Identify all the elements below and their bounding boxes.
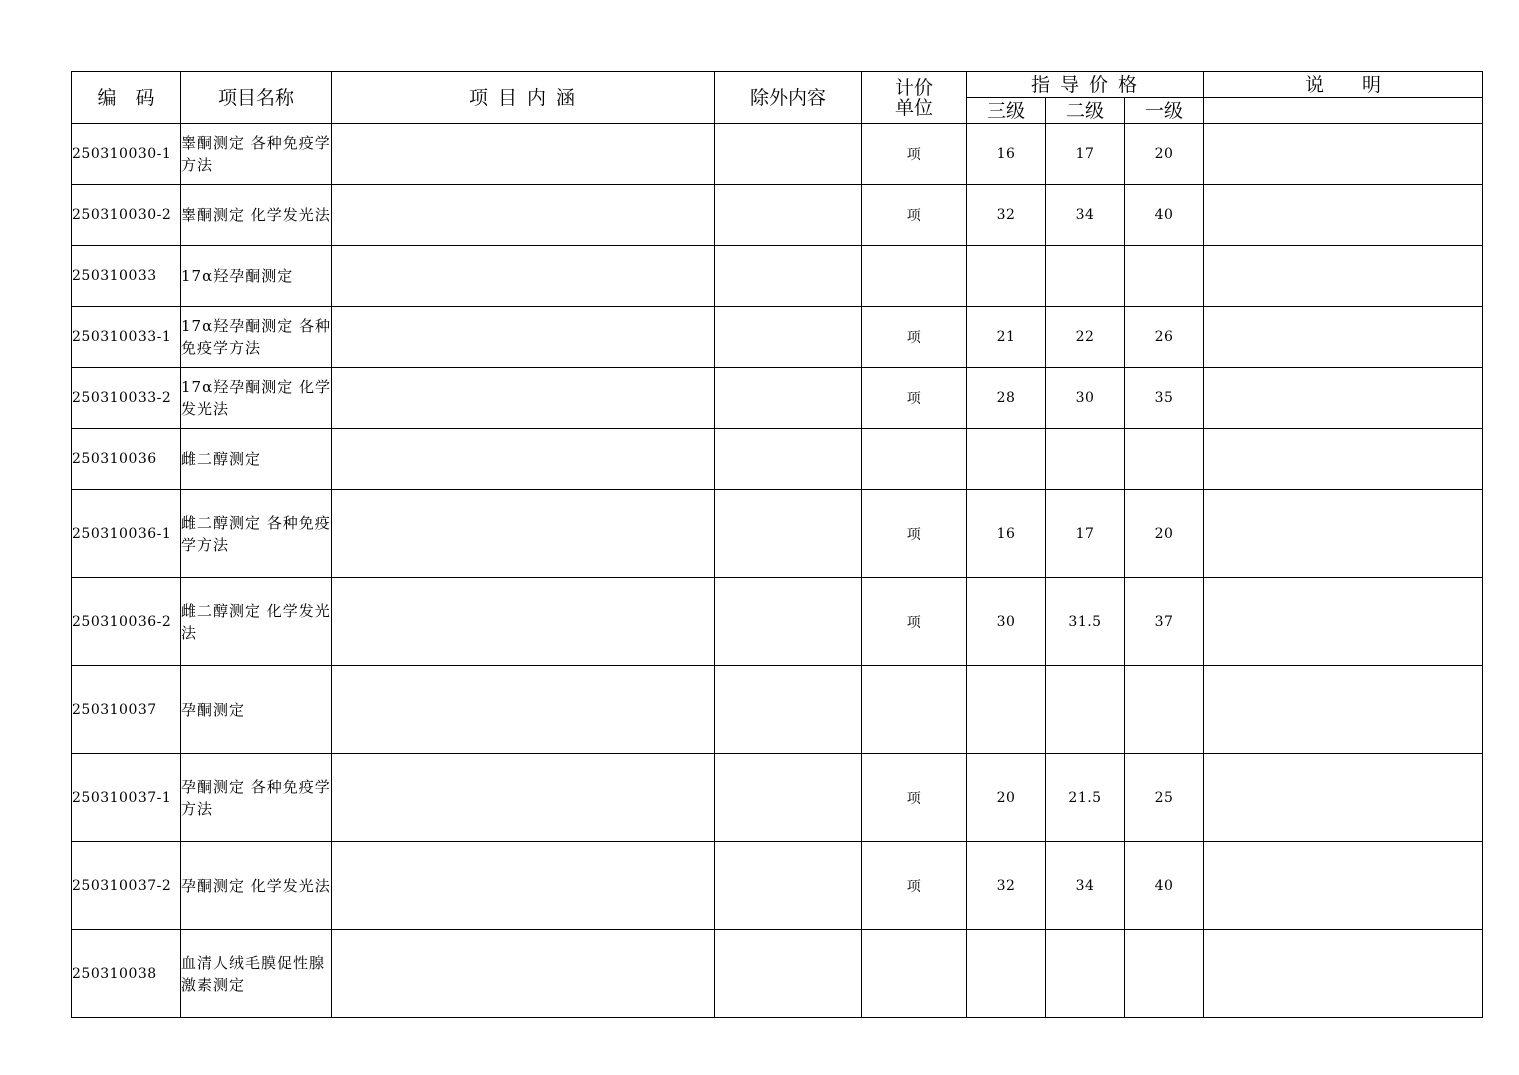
row-unit: 项 — [862, 578, 967, 666]
row-price-level3 — [967, 930, 1046, 1018]
row-note — [1204, 754, 1483, 842]
row-excluded — [715, 842, 862, 930]
table-body — [72, 124, 1483, 1018]
row-price-level2 — [1046, 246, 1125, 307]
row-code: 250310030-2 — [72, 185, 181, 246]
row-unit: 项 — [862, 368, 967, 429]
table-row — [72, 429, 1483, 490]
row-excluded — [715, 368, 862, 429]
row-name: 孕酮测定 各种免疫学方法 — [181, 754, 332, 842]
row-note — [1204, 930, 1483, 1018]
table-row — [72, 842, 1483, 930]
table-row — [72, 124, 1483, 185]
row-content — [332, 246, 715, 307]
row-note — [1204, 490, 1483, 578]
row-code: 250310037-2 — [72, 842, 181, 930]
row-price-level3 — [967, 246, 1046, 307]
row-code: 250310036-2 — [72, 578, 181, 666]
table-row — [72, 490, 1483, 578]
row-unit: 项 — [862, 124, 967, 185]
row-note — [1204, 246, 1483, 307]
row-price-level3: 20 — [967, 754, 1046, 842]
row-name: 雌二醇测定 化学发光法 — [181, 578, 332, 666]
row-content — [332, 666, 715, 754]
row-name: 17α羟孕酮测定 各种免疫学方法 — [181, 307, 332, 368]
row-code: 250310037-1 — [72, 754, 181, 842]
row-code: 250310036-1 — [72, 490, 181, 578]
row-price-level3: 28 — [967, 368, 1046, 429]
row-price-level1: 20 — [1125, 124, 1204, 185]
row-content — [332, 124, 715, 185]
row-excluded — [715, 930, 862, 1018]
row-code: 250310033-1 — [72, 307, 181, 368]
table-row — [72, 578, 1483, 666]
row-price-level1: 35 — [1125, 368, 1204, 429]
table-row — [72, 666, 1483, 754]
table-row — [72, 930, 1483, 1018]
row-code: 250310038 — [72, 930, 181, 1018]
row-content — [332, 754, 715, 842]
header-level3: 三级 — [967, 98, 1046, 124]
row-price-level2: 17 — [1046, 490, 1125, 578]
row-unit: 项 — [862, 307, 967, 368]
header-excluded: 除外内容 — [715, 72, 862, 124]
row-unit — [862, 429, 967, 490]
row-note — [1204, 429, 1483, 490]
row-price-level2: 17 — [1046, 124, 1125, 185]
row-price-level1: 40 — [1125, 842, 1204, 930]
row-price-level3: 32 — [967, 842, 1046, 930]
row-content — [332, 368, 715, 429]
row-note — [1204, 124, 1483, 185]
row-price-level1 — [1125, 666, 1204, 754]
row-price-level1 — [1125, 930, 1204, 1018]
table-header — [72, 72, 1483, 124]
header-code: 编 码 — [72, 72, 181, 124]
row-name: 睾酮测定 化学发光法 — [181, 185, 332, 246]
row-unit: 项 — [862, 490, 967, 578]
row-note — [1204, 185, 1483, 246]
row-excluded — [715, 185, 862, 246]
row-note — [1204, 368, 1483, 429]
row-excluded — [715, 429, 862, 490]
row-name: 孕酮测定 化学发光法 — [181, 842, 332, 930]
row-price-level2 — [1046, 666, 1125, 754]
row-content — [332, 307, 715, 368]
row-unit — [862, 246, 967, 307]
row-name: 雌二醇测定 各种免疫学方法 — [181, 490, 332, 578]
row-note — [1204, 578, 1483, 666]
row-excluded — [715, 307, 862, 368]
row-code: 250310033-2 — [72, 368, 181, 429]
header-unit-line1: 计价 — [894, 76, 933, 99]
row-note — [1204, 842, 1483, 930]
header-note-sub — [1204, 98, 1483, 124]
table-row — [72, 246, 1483, 307]
row-name: 17α羟孕酮测定 — [181, 246, 332, 307]
header-unit — [862, 72, 967, 124]
row-price-level3 — [967, 666, 1046, 754]
price-table — [71, 71, 1483, 1018]
row-note — [1204, 666, 1483, 754]
row-content — [332, 490, 715, 578]
row-note — [1204, 307, 1483, 368]
row-name: 17α羟孕酮测定 化学发光法 — [181, 368, 332, 429]
row-content — [332, 930, 715, 1018]
row-content — [332, 185, 715, 246]
table-row — [72, 307, 1483, 368]
table-row — [72, 185, 1483, 246]
row-code: 250310033 — [72, 246, 181, 307]
row-price-level1: 26 — [1125, 307, 1204, 368]
row-unit: 项 — [862, 754, 967, 842]
header-guide-price: 指 导 价 格 — [967, 72, 1204, 98]
row-price-level2 — [1046, 429, 1125, 490]
row-excluded — [715, 754, 862, 842]
row-price-level3: 30 — [967, 578, 1046, 666]
row-price-level2 — [1046, 930, 1125, 1018]
row-price-level3: 16 — [967, 490, 1046, 578]
header-level1: 一级 — [1125, 98, 1204, 124]
header-name: 项目名称 — [181, 72, 332, 124]
header-unit-line2: 单位 — [894, 96, 933, 119]
row-excluded — [715, 578, 862, 666]
table-row — [72, 754, 1483, 842]
row-content — [332, 842, 715, 930]
table-row — [72, 368, 1483, 429]
header-content: 项 目 内 涵 — [332, 72, 715, 124]
row-excluded — [715, 666, 862, 754]
row-unit — [862, 930, 967, 1018]
row-price-level3: 32 — [967, 185, 1046, 246]
row-price-level1: 25 — [1125, 754, 1204, 842]
row-price-level1: 20 — [1125, 490, 1204, 578]
row-excluded — [715, 124, 862, 185]
row-unit: 项 — [862, 185, 967, 246]
row-price-level1: 40 — [1125, 185, 1204, 246]
row-code: 250310030-1 — [72, 124, 181, 185]
row-price-level1: 37 — [1125, 578, 1204, 666]
row-price-level2: 34 — [1046, 185, 1125, 246]
row-price-level2: 21.5 — [1046, 754, 1125, 842]
header-level2: 二级 — [1046, 98, 1125, 124]
row-price-level1 — [1125, 246, 1204, 307]
row-price-level2: 34 — [1046, 842, 1125, 930]
row-price-level3: 16 — [967, 124, 1046, 185]
row-price-level2: 30 — [1046, 368, 1125, 429]
row-price-level2: 22 — [1046, 307, 1125, 368]
header-note: 说 明 — [1204, 72, 1483, 98]
row-name: 雌二醇测定 — [181, 429, 332, 490]
row-price-level3: 21 — [967, 307, 1046, 368]
row-content — [332, 429, 715, 490]
row-price-level3 — [967, 429, 1046, 490]
row-name: 睾酮测定 各种免疫学方法 — [181, 124, 332, 185]
row-excluded — [715, 246, 862, 307]
row-unit: 项 — [862, 842, 967, 930]
row-content — [332, 578, 715, 666]
row-code: 250310037 — [72, 666, 181, 754]
row-name: 血清人绒毛膜促性腺激素测定 — [181, 930, 332, 1018]
row-name: 孕酮测定 — [181, 666, 332, 754]
row-excluded — [715, 490, 862, 578]
row-code: 250310036 — [72, 429, 181, 490]
row-price-level2: 31.5 — [1046, 578, 1125, 666]
row-price-level1 — [1125, 429, 1204, 490]
row-unit — [862, 666, 967, 754]
